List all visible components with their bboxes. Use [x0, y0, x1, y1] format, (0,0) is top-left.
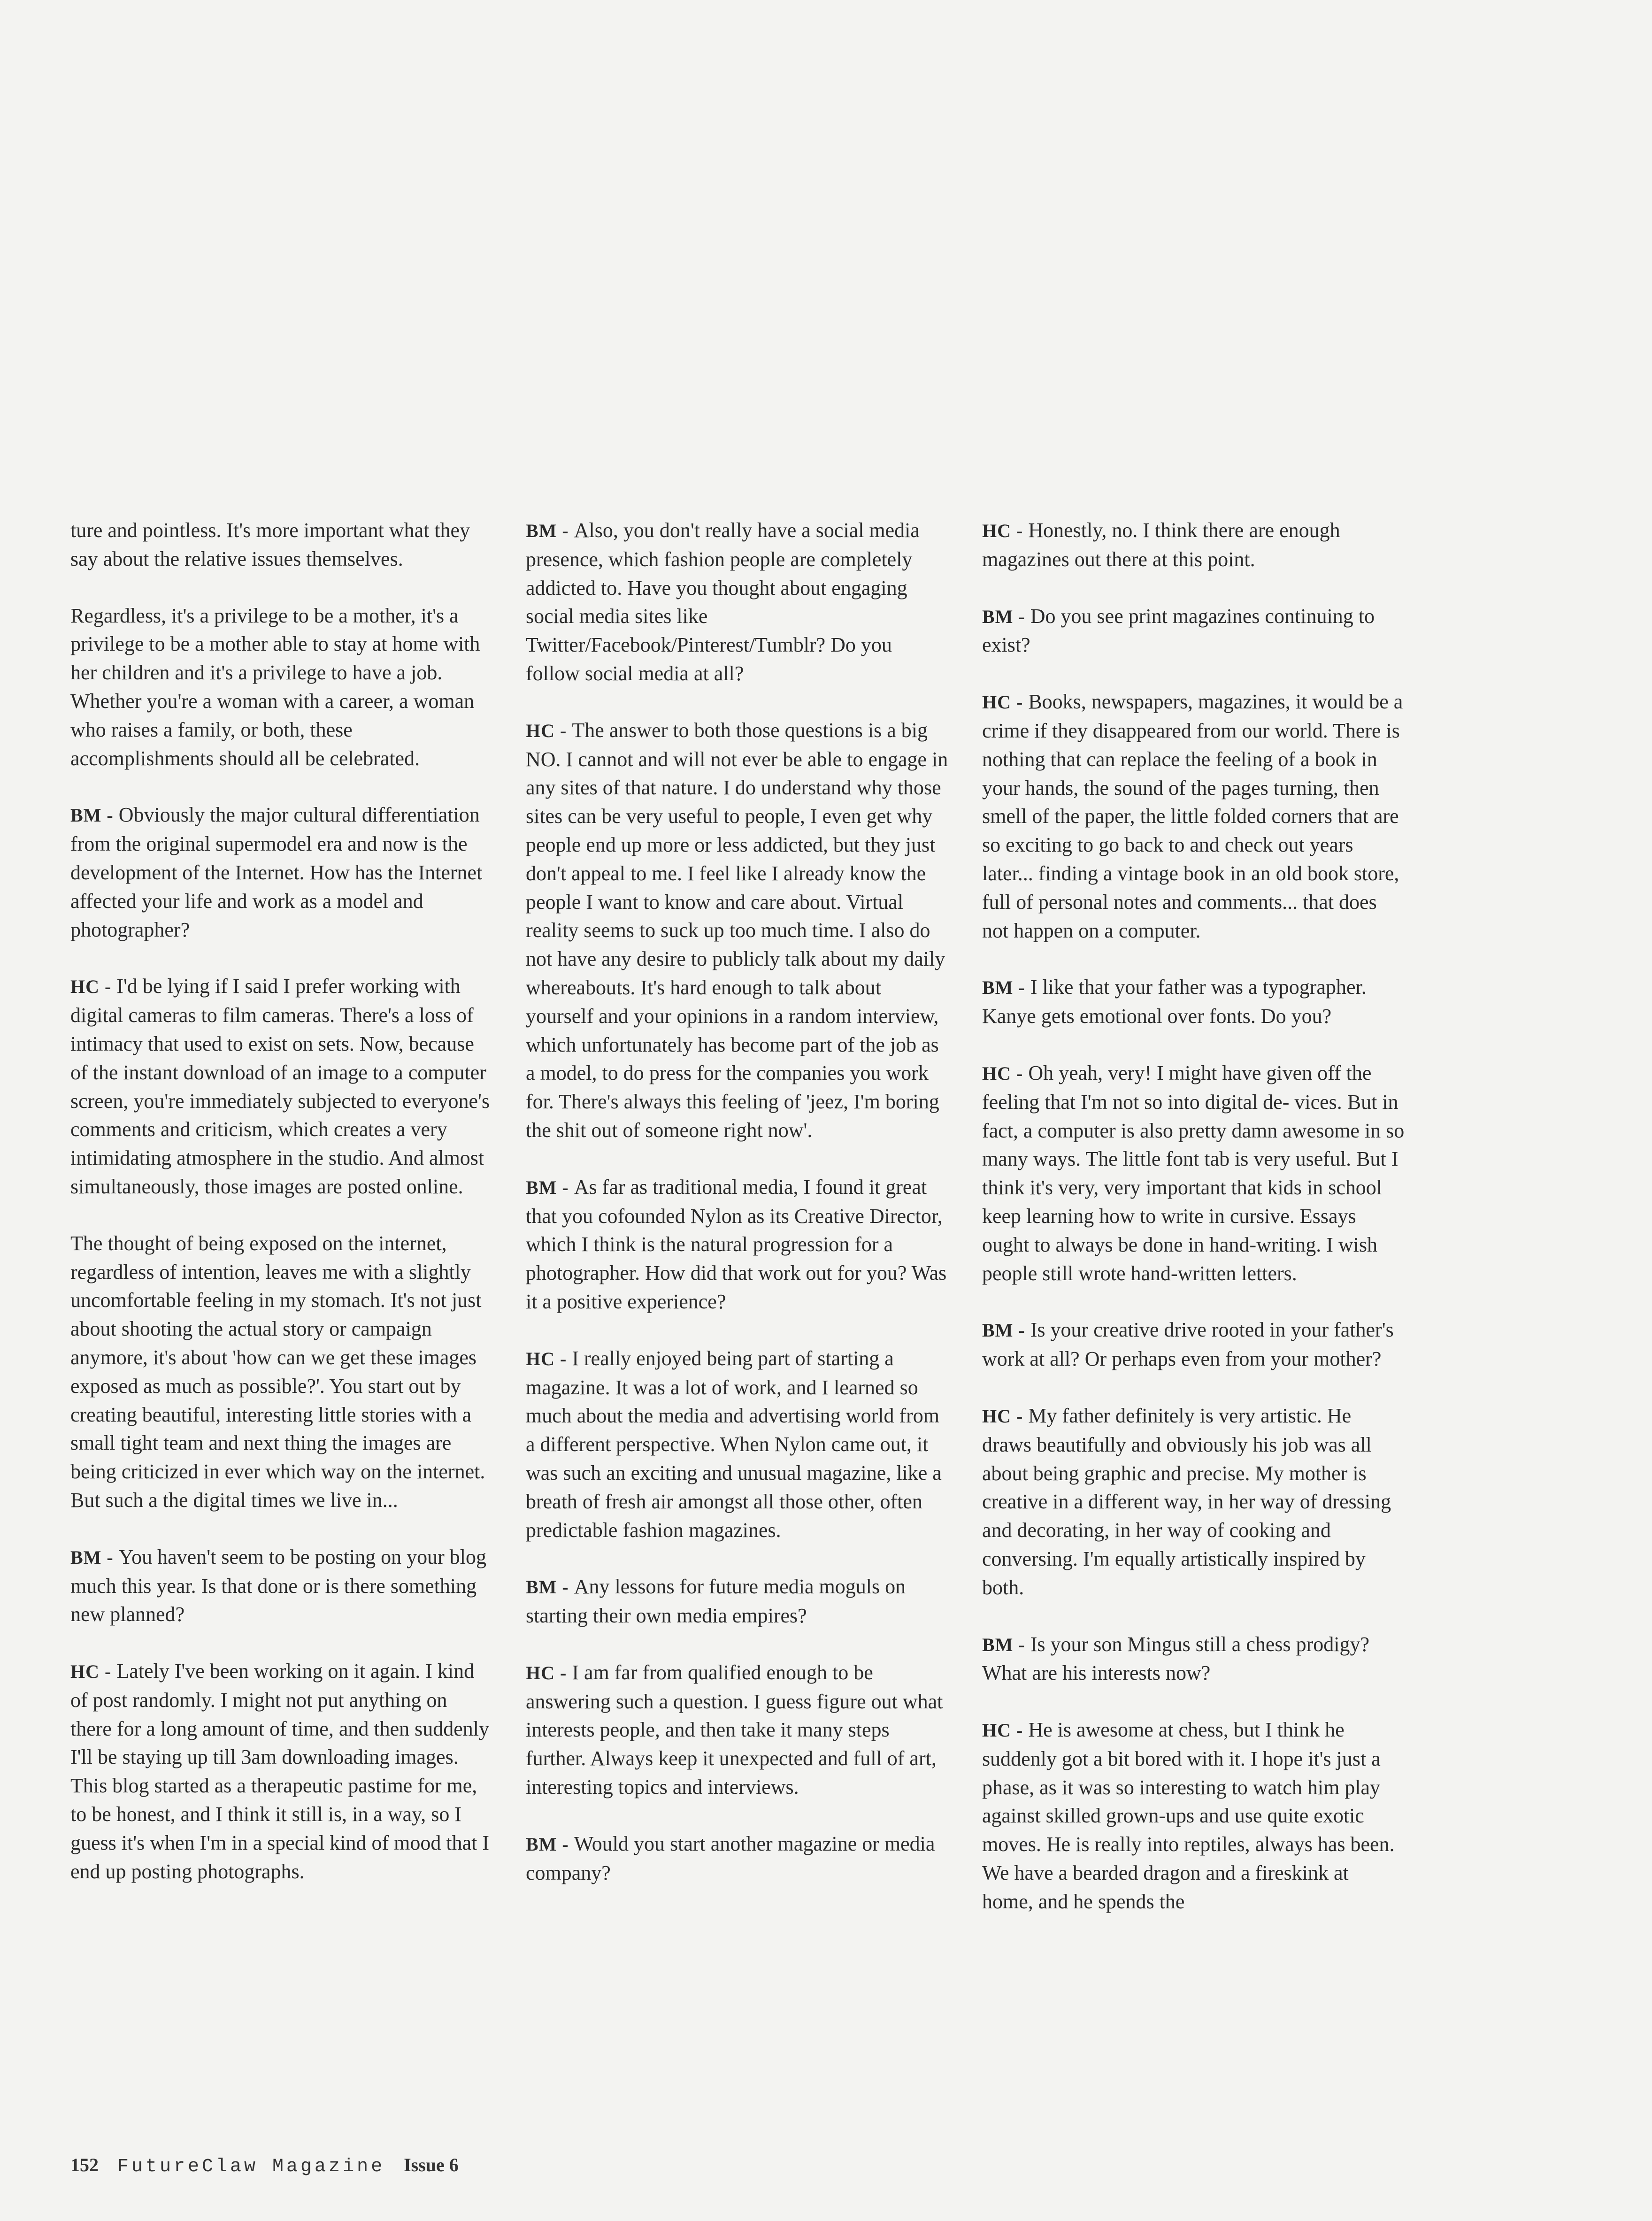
interview-paragraph — [982, 973, 1405, 1031]
paragraph-text: Is your creative drive rooted in your father's work at all? Or perhaps even from your mother? — [982, 1318, 1394, 1371]
speaker-tag: BM - — [982, 606, 1030, 627]
interview-paragraph — [982, 1716, 1405, 1916]
interview-paragraph — [70, 516, 493, 574]
paragraph-text: Do you see print magazines continuing to exist? — [982, 604, 1375, 657]
interview-paragraph — [526, 1659, 948, 1802]
speaker-tag: BM - — [70, 805, 119, 826]
paragraph-text: Regardless, it's a privilege to be a mother, it's a privilege to be a mother able to stay at home with her children and it's a privilege to have a job. Whether you're a woman with a career, a woman who raises a family, or both, these accomplishments should all be celebrated. — [70, 604, 480, 770]
paragraph-text: My father definitely is very artistic. He draws beautifully and obviously his job was all about being graphic and precise. My mother is creative in a different way, in her way of dressing and decorating, in her way of cooking and conversing. I'm equally artistically inspired by both. — [982, 1404, 1391, 1599]
speaker-tag: BM - — [982, 1634, 1030, 1655]
speaker-tag: HC - — [526, 1662, 572, 1683]
paragraph-text: Obviously the major cultural differentiation from the original supermodel era and now is the development of the Internet. How has the Internet affected your life and work as a model and photographer? — [70, 803, 483, 941]
speaker-tag: HC - — [70, 976, 117, 998]
interview-paragraph — [982, 1059, 1405, 1288]
paragraph-text: Would you start another magazine or media company? — [526, 1832, 935, 1884]
interview-paragraph — [982, 688, 1405, 945]
speaker-tag: BM - — [526, 1576, 574, 1598]
text-column-3 — [982, 516, 1405, 1944]
speaker-tag: BM - — [526, 1833, 574, 1855]
page-number: 152 — [70, 2154, 99, 2175]
paragraph-text: He is awesome at chess, but I think he suddenly got a bit bored with it. I hope it's just a phase, as it was so interesting to watch him play against skilled grown-ups and use quite exotic moves. He is really into reptiles, always has been. We have a bearded dragon and a fireskink at home, and he spends the — [982, 1718, 1395, 1913]
interview-paragraph — [982, 1630, 1405, 1688]
interview-paragraph — [982, 1316, 1405, 1374]
interview-paragraph — [70, 801, 493, 944]
interview-paragraph — [70, 1657, 493, 1886]
paragraph-text: Oh yeah, very! I might have given off the feeling that I'm not so into digital de- vices. But in fact, a computer is also pretty damn awesome in so many ways. The little font tab is very useful. But I think it's very, very important that kids in school keep learning how to write in cursive. Essays ought to always be done in hand-writing. I wish people still wrote hand-written letters. — [982, 1061, 1405, 1285]
speaker-tag: BM - — [526, 520, 574, 541]
paragraph-text: The thought of being exposed on the internet, regardless of intention, leaves me with a slightly uncomfortable feeling in my stomach. It's not just about shooting the actual story or campaign anymore, it's about 'how can we get these images exposed as much as possible?'. You start out by creating beautiful, interesting little stories with a small tight team and next thing the images are being criticized in ever which way on the internet. But such a the digital times we live in... — [70, 1231, 485, 1512]
paragraph-text: Honestly, no. I think there are enough magazines out there at this point. — [982, 519, 1340, 571]
paragraph-text: Also, you don't really have a social media presence, which fashion people are completely addicted to. Have you thought about engaging social media sites like Twitter/Facebook/Pinterest/Tumblr? Do you follow social media at all? — [526, 519, 920, 685]
paragraph-text: Is your son Mingus still a chess prodigy? What are his interests now? — [982, 1632, 1370, 1685]
interview-paragraph — [526, 1573, 948, 1630]
interview-paragraph — [982, 602, 1405, 660]
page-footer — [70, 2154, 459, 2177]
paragraph-text: I am far from qualified enough to be answering such a question. I guess figure out what interests people, and then take it many steps further. Always keep it unexpected and full of art, interesting topics and interviews. — [526, 1660, 943, 1799]
speaker-tag: BM - — [70, 1546, 119, 1568]
paragraph-text: You haven't seem to be posting on your blog much this year. Is that done or is there something new planned? — [70, 1545, 486, 1626]
paragraph-text: I like that your father was a typographer. Kanye gets emotional over fonts. Do you? — [982, 976, 1367, 1028]
interview-paragraph — [982, 1402, 1405, 1602]
interview-paragraph — [70, 1543, 493, 1629]
paragraph-text: Any lessons for future media moguls on starting their own media empires? — [526, 1575, 906, 1628]
speaker-tag: HC - — [982, 1062, 1029, 1084]
text-column-1 — [70, 516, 493, 1914]
speaker-tag: HC - — [982, 1720, 1029, 1741]
paragraph-text: I'd be lying if I said I prefer working with digital cameras to film cameras. There's a loss of intimacy that used to exist on sets. Now, because of the instant download of an image to a computer screen, you're immediately subjected to everyone's comments and criticism, which creates a very intimidating atmosphere in the studio. And almost simultaneously, those images are posted online. — [70, 975, 490, 1198]
interview-paragraph — [526, 1830, 948, 1888]
paragraph-text: ture and pointless. It's more important what they say about the relative issues themselves. — [70, 519, 470, 570]
speaker-tag: HC - — [982, 1405, 1029, 1427]
interview-paragraph — [70, 1230, 493, 1515]
paragraph-text: Lately I've been working on it again. I kind of post randomly. I might not put anything on there for a long amount of time, and then suddenly I'll be staying up till 3am downloading images. This blog started as a therapeutic pastime for me, to be honest, and I think it still is, in a way, so I guess it's when I'm in a special kind of mood that I end up posting photographs. — [70, 1660, 490, 1883]
paragraph-text: Books, newspapers, magazines, it would be a crime if they disappeared from our world. There is nothing that can replace the feeling of a book in your hands, the sound of the pages turning, then smell of the paper, the little folded corners that are so exciting to go back to and check out years later... finding a vintage book in an old book store, full of personal notes and comments... that does not happen on a computer. — [982, 690, 1403, 942]
speaker-tag: HC - — [70, 1661, 117, 1683]
speaker-tag: HC - — [982, 520, 1029, 541]
magazine-name: FutureClaw Magazine — [117, 2156, 385, 2177]
interview-paragraph — [526, 516, 948, 688]
paragraph-text: The answer to both those questions is a big NO. I cannot and will not ever be able to engage in any sites of that nature. I do understand why those sites can be very useful to people, I even get why people end up more or less addicted, but they just don't appeal to me. I feel like I already know the people I want to know and care about. Virtual reality seems to suck up too much time. I also do not have any desire to publicly talk about my daily whereabouts. It's hard enough to talk about yourself and your opinions in a random interview, which unfortunately has become part of the job as a model, to do press for the companies you work for. There's always this feeling of 'jeez, I'm boring the shit out of someone right now'. — [526, 718, 948, 1142]
speaker-tag: BM - — [982, 977, 1030, 999]
issue-label: Issue 6 — [404, 2154, 459, 2175]
interview-paragraph — [70, 972, 493, 1201]
speaker-tag: BM - — [982, 1320, 1030, 1341]
speaker-tag: HC - — [982, 692, 1029, 713]
interview-paragraph — [70, 602, 493, 773]
interview-paragraph — [526, 1345, 948, 1545]
speaker-tag: BM - — [526, 1176, 574, 1198]
speaker-tag: HC - — [526, 720, 572, 741]
paragraph-text: I really enjoyed being part of starting a magazine. It was a lot of work, and I learned so much about the media and advertising world from a different perspective. When Nylon came out, it was such an exciting and unusual magazine, like a breath of fresh air amongst all those other, often predictable fashion magazines. — [526, 1346, 942, 1542]
interview-paragraph — [526, 1173, 948, 1316]
paragraph-text: As far as traditional media, I found it great that you cofounded Nylon as its Creative Director, which I think is the natural progression for a photographer. How did that work out for you? Was it a positive experience? — [526, 1175, 947, 1313]
interview-paragraph — [982, 516, 1405, 574]
text-column-2 — [526, 516, 948, 1915]
interview-paragraph — [526, 716, 948, 1145]
speaker-tag: HC - — [526, 1348, 572, 1369]
